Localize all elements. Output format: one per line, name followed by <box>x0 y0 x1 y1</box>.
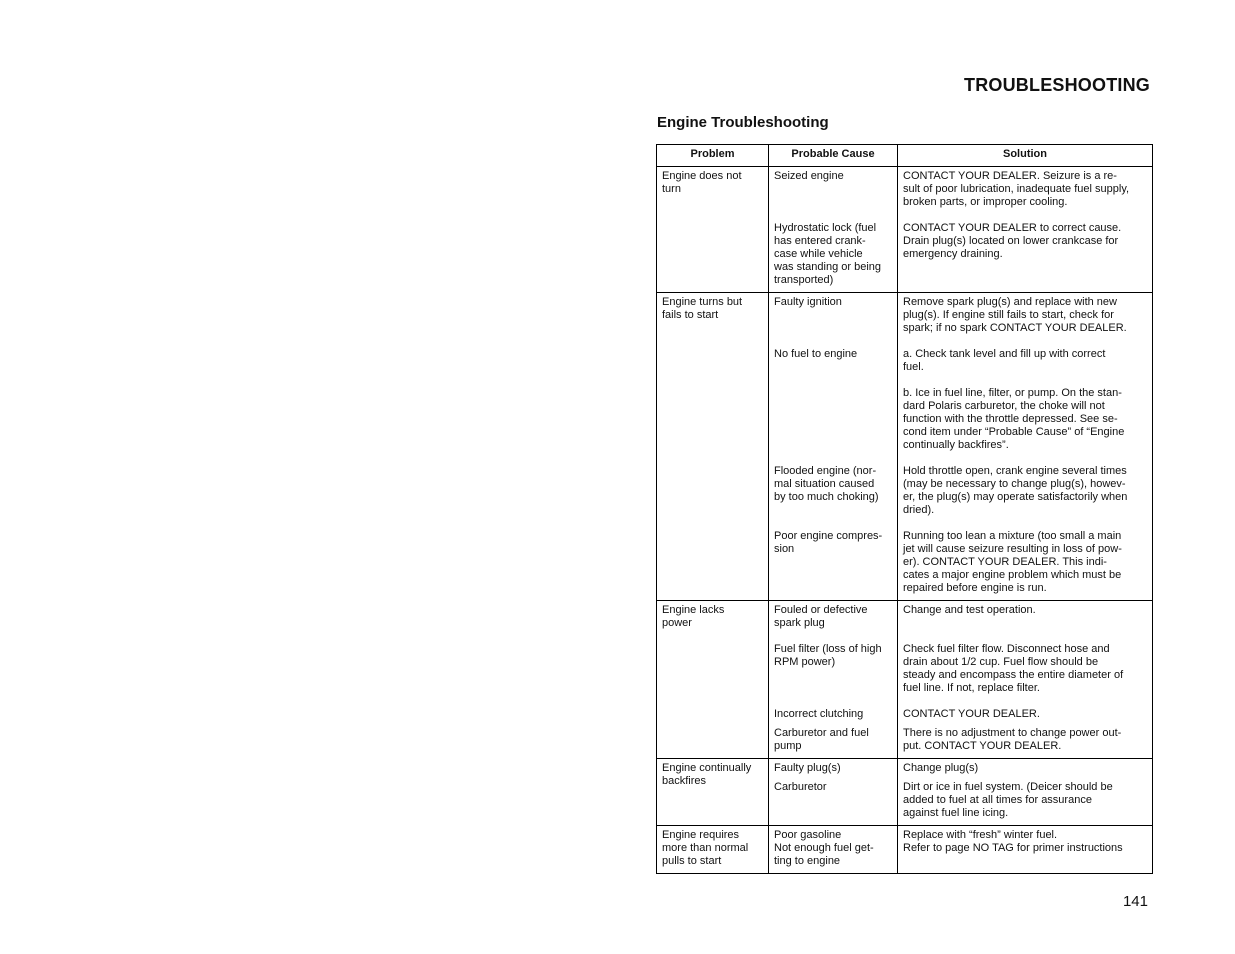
cause-cell <box>769 759 898 826</box>
problem-text: Engine does not turn <box>662 170 742 195</box>
cause-text: Fuel filter (loss of high RPM power) <box>774 643 882 668</box>
cause-text: No fuel to engine <box>774 348 858 360</box>
troubleshooting-table <box>656 144 1153 874</box>
page-heading: TROUBLESHOOTING <box>964 75 1150 95</box>
solution-cell <box>898 759 1153 826</box>
problem-cell <box>657 601 769 759</box>
solution-text: CONTACT YOUR DEALER to correct cause. Drain plug(s) located on lower crankcase for emergency draining. <box>903 222 1122 260</box>
header-problem: Problem <box>657 145 769 167</box>
problem-cell <box>657 826 769 874</box>
section-title: Engine Troubleshooting <box>657 114 829 131</box>
cause-cell <box>769 826 898 874</box>
table-row <box>657 759 1153 826</box>
solution-text: Refer to page NO TAG for primer instructions <box>903 842 1123 854</box>
solution-text: Remove spark plug(s) and replace with new plug(s). If engine still fails to start, check for spark; if no spark CONTACT YOUR DEALER. <box>903 296 1127 334</box>
solution-text: Dirt or ice in fuel system. (Deicer should be added to fuel at all times for assurance against fuel line icing. <box>903 781 1113 819</box>
solution-cell <box>898 167 1153 293</box>
solution-text: Hold throttle open, crank engine several times (may be necessary to change plug(s), howev- er, the plug(s) may operate satisfactorily when dried). <box>903 465 1128 516</box>
solution-cell <box>898 826 1153 874</box>
solution-text: CONTACT YOUR DEALER. <box>903 708 1040 720</box>
problem-cell <box>657 167 769 293</box>
problem-text: Engine requires more than normal pulls to start <box>662 829 749 867</box>
cause-text: Poor gasoline <box>774 829 842 841</box>
problem-text: Engine continually backfires <box>662 762 752 787</box>
cause-text: Carburetor <box>774 781 827 793</box>
cause-text: Carburetor and fuel pump <box>774 727 869 752</box>
cause-text: Not enough fuel get- ting to engine <box>774 842 874 867</box>
solution-cell <box>898 293 1153 601</box>
problem-text: Engine turns but fails to start <box>662 296 743 321</box>
cause-text: Flooded engine (nor- mal situation caused by too much choking) <box>774 465 879 503</box>
solution-text: Running too lean a mixture (too small a main jet will cause seizure resulting in loss of pow- er). CONTACT YOUR DEALER. This indi- cates a major engine problem which must be repaired before engine is run. <box>903 530 1122 594</box>
cause-text: Poor engine compres- sion <box>774 530 883 555</box>
solution-text: Replace with “fresh” winter fuel. <box>903 829 1058 841</box>
cause-cell <box>769 167 898 293</box>
table-header-row <box>657 145 1153 167</box>
solution-text: There is no adjustment to change power out- put. CONTACT YOUR DEALER. <box>903 727 1122 752</box>
header-probable-cause: Probable Cause <box>769 145 898 167</box>
solution-text: a. Check tank level and fill up with correct fuel. <box>903 348 1106 373</box>
table-row <box>657 293 1153 601</box>
cause-text: Fouled or defective spark plug <box>774 604 868 629</box>
table-row <box>657 826 1153 874</box>
cause-text: Faulty plug(s) <box>774 762 841 774</box>
table-row <box>657 167 1153 293</box>
problem-text: Engine lacks power <box>662 604 725 629</box>
cause-cell <box>769 293 898 601</box>
solution-text: Check fuel filter flow. Disconnect hose and drain about 1/2 cup. Fuel flow should be steady and encompass the entire diameter of fuel line. If not, replace filter. <box>903 643 1124 694</box>
cause-text: Seized engine <box>774 170 844 182</box>
solution-text: Change plug(s) <box>903 762 979 774</box>
problem-cell <box>657 759 769 826</box>
solution-text: Change and test operation. <box>903 604 1036 616</box>
cause-text: Faulty ignition <box>774 296 842 308</box>
solution-text: CONTACT YOUR DEALER. Seizure is a re- sult of poor lubrication, inadequate fuel supply, broken parts, or improper cooling. <box>903 170 1130 208</box>
table-row <box>657 601 1153 759</box>
header-solution: Solution <box>898 145 1153 167</box>
solution-text: b. Ice in fuel line, filter, or pump. On the stan- dard Polaris carburetor, the choke will not function with the throttle depressed. See se- cond item under “Probable Cause” of “Engine continually backfires”. <box>903 387 1125 451</box>
cause-text: Incorrect clutching <box>774 708 864 720</box>
problem-cell <box>657 293 769 601</box>
page-number: 141 <box>1122 893 1148 910</box>
cause-cell <box>769 601 898 759</box>
cause-text: Hydrostatic lock (fuel has entered crank- case while vehicle was standing or being transported) <box>774 222 882 286</box>
solution-cell <box>898 601 1153 759</box>
